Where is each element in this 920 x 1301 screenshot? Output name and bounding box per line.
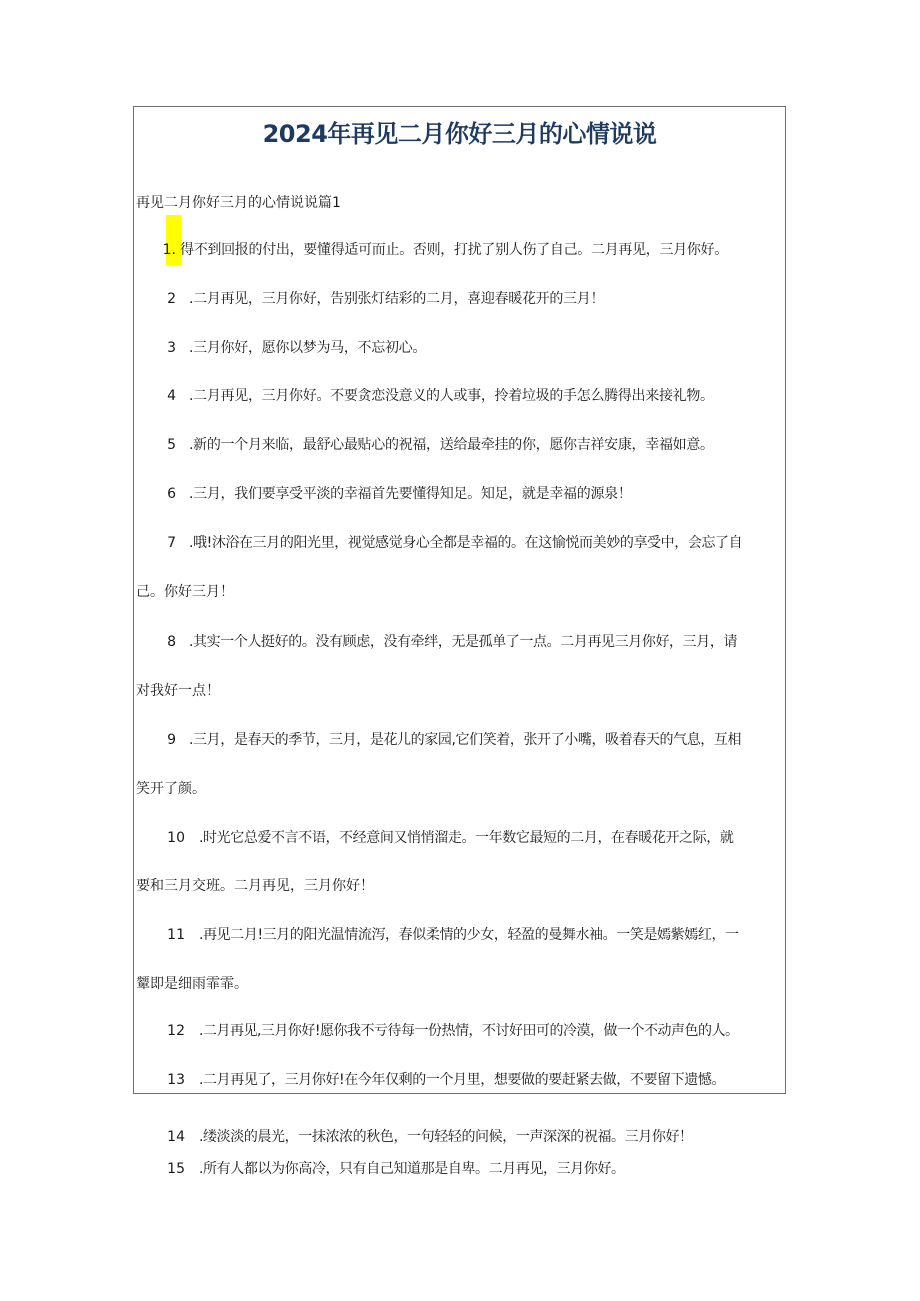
item-number: 12 (167, 1023, 185, 1039)
item-text-continuation: 笑开了颜。 (136, 781, 206, 797)
list-item (0, 484, 920, 504)
item-text: .缕淡淡的晨光，一抹浓浓的秋色，一句轻轻的问候，一声深深的祝福。三月你好！ (199, 1129, 693, 1145)
list-item (0, 435, 920, 455)
list-item (0, 1021, 920, 1041)
item-text: .三月，我们要享受平淡的幸福首先要懂得知足。知足，就是幸福的源泉！ (189, 486, 632, 502)
item-text: .二月再见,三月你好!愿你我不亏待每一份热情，不讨好田可的冷漠，做一个不动声色的人。 (199, 1023, 739, 1039)
item-text: .新的一个月来临，最舒心最贴心的祝福，送给最牵挂的你，愿你吉祥安康，幸福如意。 (189, 437, 714, 453)
item-number: 2 (167, 291, 176, 307)
item-text: .二月再见了，三月你好!在今年仅剩的一个月里，想要做的要赶紧去做，不要留下遗憾。 (199, 1072, 726, 1088)
item-number: 5 (167, 437, 176, 453)
item-text-continuation: 对我好一点！ (136, 683, 220, 699)
item-text: .二月再见，三月你好，告别张灯结彩的二月，喜迎春暖花开的三月！ (189, 291, 605, 307)
document-title: 2024年再见二月你好三月的心情说说 (262, 120, 657, 148)
list-item (0, 632, 920, 652)
item-number: 11 (167, 927, 185, 943)
item-number: 1. (162, 242, 176, 258)
item-text-continuation: 要和三月交班。二月再见，三月你好！ (136, 878, 374, 894)
item-text: .再见二月!三月的阳光温情流泻，春似柔情的少女，轻盈的曼舞水袖。一笑是嫣紫嫣红，一 (199, 927, 739, 943)
item-text: .三月，是春天的季节，三月，是花儿的家园,它们笑着，张开了小嘴，吸着春天的气息，互相 (189, 732, 742, 748)
item-number: 7 (167, 535, 176, 551)
list-item (0, 925, 920, 945)
section-heading: 再见二月你好三月的心情说说篇1 (136, 195, 341, 211)
item-text: .哦!沐浴在三月的阳光里，视觉感觉身心全都是幸福的。在这愉悦而美妙的享受中，会忘了自 (189, 535, 743, 551)
item-text: 得不到回报的付出，要懂得适可而止。否则，打扰了别人伤了自己。二月再见，三月你好。 (180, 242, 728, 258)
item-number: 6 (167, 486, 176, 502)
list-item (0, 1159, 920, 1179)
list-item (0, 386, 920, 406)
item-number: 13 (167, 1072, 185, 1088)
item-number: 15 (167, 1161, 185, 1177)
item-number: 9 (167, 732, 176, 748)
list-item (0, 828, 920, 848)
list-item (0, 338, 920, 358)
item-number: 4 (167, 388, 176, 404)
list-item (0, 240, 920, 260)
item-number: 3 (167, 340, 176, 356)
item-number: 10 (167, 830, 185, 846)
item-text: .二月再见，三月你好。不要贪恋没意义的人或事，拎着垃圾的手怎么腾得出来接礼物。 (189, 388, 714, 404)
list-item (0, 1127, 920, 1147)
list-item (0, 533, 920, 553)
list-item (0, 1070, 920, 1090)
list-item (0, 289, 920, 309)
item-text-continuation: 颦即是细雨霏霏。 (136, 976, 248, 992)
item-number: 8 (167, 634, 176, 650)
item-text: .三月你好，愿你以梦为马，不忘初心。 (189, 340, 427, 356)
item-text: .其实一个人挺好的。没有顾虑，没有牵绊，无是孤单了一点。二月再见三月你好，三月，请 (189, 634, 738, 650)
list-item (0, 730, 920, 750)
item-text: .时光它总爱不言不语，不经意间又悄悄溜走。一年数它最短的二月，在春暖花开之际，就 (199, 830, 734, 846)
item-text: .所有人都以为你高冷，只有自己知道那是自卑。二月再见，三月你好。 (199, 1161, 625, 1177)
item-number: 14 (167, 1129, 185, 1145)
item-text-continuation: 己。你好三月！ (136, 584, 234, 600)
